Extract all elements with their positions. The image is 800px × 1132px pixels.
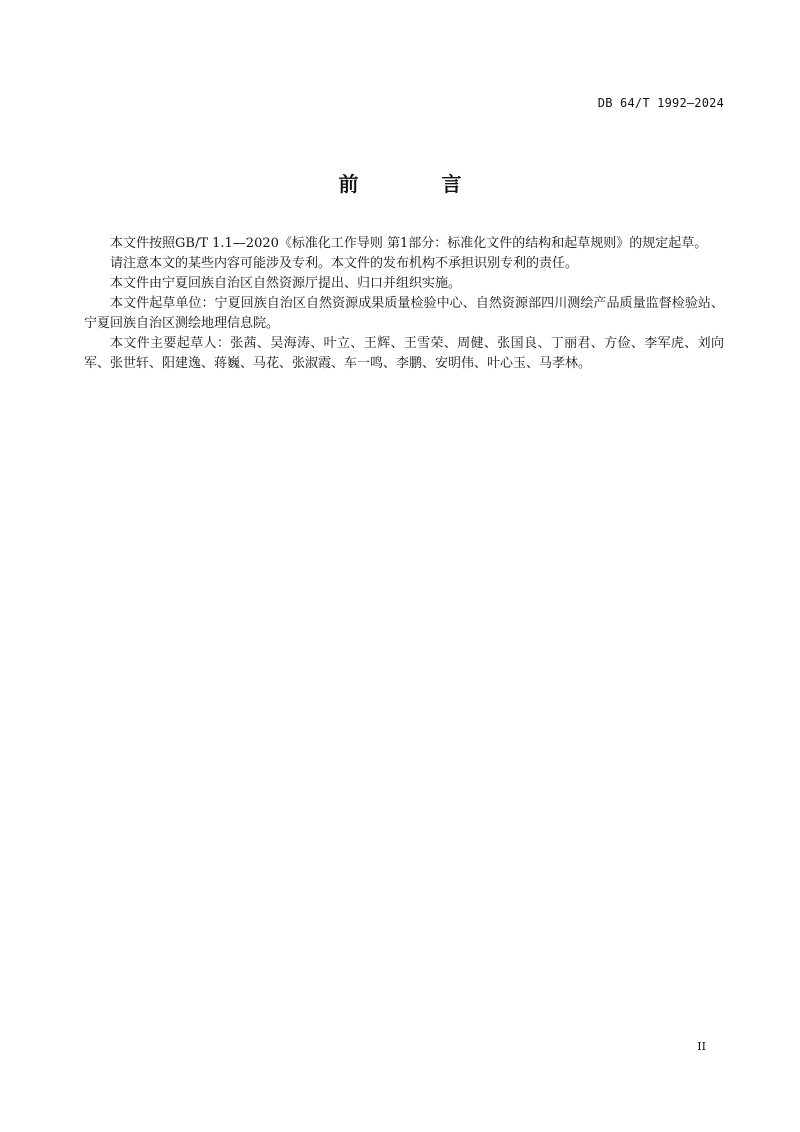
paragraph-drafting-rules: 本文件按照GB/T 1.1—2020《标准化工作导则 第1部分：标准化文件的结构和起草规则》的规定起草。	[110, 236, 708, 251]
paragraph-proposer: 本文件由宁夏回族自治区自然资源厅提出、归口并组织实施。	[110, 276, 462, 291]
page-title: 前 言	[338, 172, 500, 196]
page-number: II	[697, 1040, 706, 1053]
paragraph-drafters: 本文件主要起草人：张茜、吴海涛、叶立、王辉、王雪荣、周健、张国良、丁丽君、方俭、李军虎、刘向军、张世轩、阳建逸、蒋巍、马花、张淑霞、车一鸣、李鹏、安明伟、叶心玉、马孝林。	[84, 336, 724, 371]
paragraph-patent-notice: 请注意本文的某些内容可能涉及专利。本文件的发布机构不承担识别专利的责任。	[110, 256, 579, 271]
paragraph-drafting-units: 本文件起草单位：宁夏回族自治区自然资源成果质量检验中心、自然资源部四川测绘产品质量监督检验站、宁夏回族自治区测绘地理信息院。	[84, 296, 724, 331]
foreword-body	[84, 234, 724, 374]
standard-code: DB 64/T 1992—2024	[597, 96, 724, 110]
